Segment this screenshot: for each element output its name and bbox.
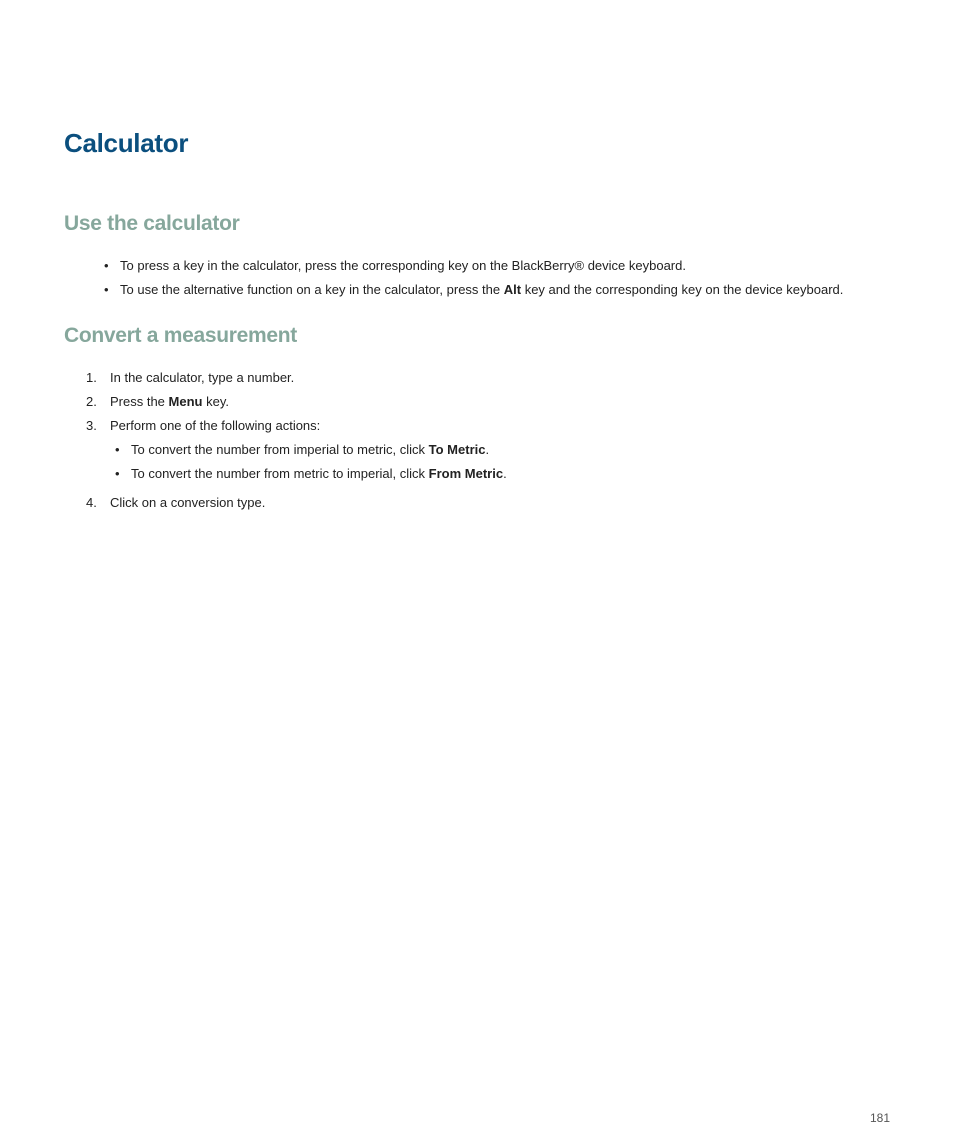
menu-key-label: Menu xyxy=(168,394,203,409)
step-number: 2. xyxy=(86,394,97,409)
step-item: 4. Click on a conversion type. xyxy=(86,491,507,515)
step-number: 3. xyxy=(86,418,97,433)
step-item: 3. Perform one of the following actions: • To convert the number from imperial to metric, click To Metric. • To convert the number from metric to imperial, click From Metric. xyxy=(86,414,507,486)
section-heading-convert-measurement: Convert a measurement xyxy=(64,324,297,347)
convert-steps-list xyxy=(86,366,507,515)
section-heading-use-calculator: Use the calculator xyxy=(64,212,240,235)
list-item: • To convert the number from imperial to metric, click To Metric. xyxy=(115,438,507,462)
from-metric-label: From Metric xyxy=(428,466,504,481)
list-item: • To use the alternative function on a key in the calculator, press the Alt key and the corresponding key on the device keyboard. xyxy=(104,278,843,302)
to-metric-label: To Metric xyxy=(428,442,486,457)
page-title: Calculator xyxy=(64,128,189,158)
step-item: 2. Press the Menu key. xyxy=(86,390,507,414)
list-item: • To press a key in the calculator, press the corresponding key on the BlackBerry® device keyboard. xyxy=(104,254,843,278)
step-number: 4. xyxy=(86,495,97,510)
page-number: 181 xyxy=(869,1111,890,1125)
list-item: • To convert the number from metric to imperial, click From Metric. xyxy=(115,462,507,486)
alt-key-label: Alt xyxy=(503,282,522,297)
step-item: 1. In the calculator, type a number. xyxy=(86,366,507,390)
step-number: 1. xyxy=(86,370,97,385)
use-calculator-bullet-list xyxy=(104,254,843,302)
conversion-options-list xyxy=(115,438,507,486)
